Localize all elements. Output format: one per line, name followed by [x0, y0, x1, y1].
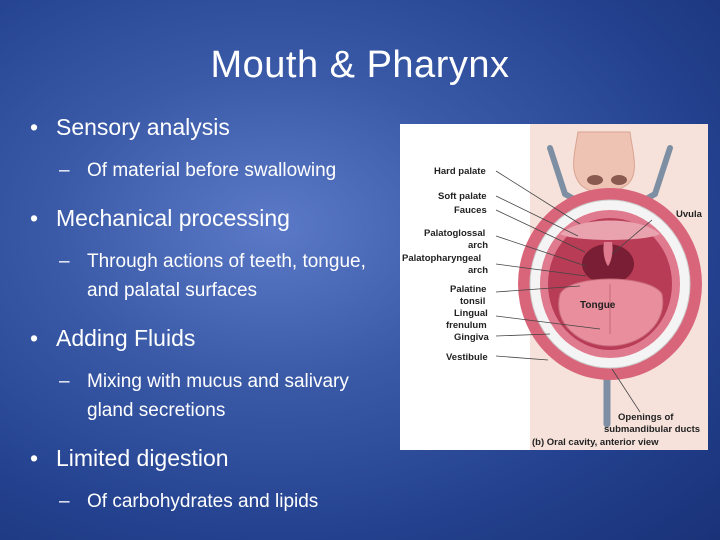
label-palatoglossal-1: Palatoglossal — [424, 228, 486, 239]
nose — [574, 132, 635, 193]
label-tongue: Tongue — [580, 300, 616, 311]
label-palatine-1: Palatine — [450, 284, 487, 295]
label-palatopharyngeal-2: arch — [468, 265, 489, 276]
oral-cavity-svg — [400, 124, 708, 450]
label-openings-1: Openings of — [618, 412, 674, 423]
bullet-list — [30, 112, 400, 534]
sub-bullet-sensory-analysis: – Of material before swallowing — [30, 156, 400, 185]
label-soft-palate: Soft palate — [438, 191, 487, 202]
label-vestibule: Vestibule — [446, 352, 488, 363]
label-palatopharyngeal-1: Palatopharyngeal — [402, 253, 482, 264]
oral-cavity-illustration — [400, 124, 708, 450]
label-palatine-2: tonsil — [460, 296, 486, 307]
slide-title: Mouth & Pharynx — [210, 44, 510, 86]
nostril-right — [611, 175, 627, 185]
bullet-adding-fluids: • Adding Fluids — [30, 323, 400, 353]
sub-bullet-limited-digestion: – Of carbohydrates and lipids — [30, 487, 400, 516]
bullet-sensory-analysis: • Sensory analysis — [30, 112, 400, 142]
label-hard-palate: Hard palate — [434, 166, 486, 177]
bullet-mechanical-processing: • Mechanical processing — [30, 203, 400, 233]
label-openings-2: submandibular ducts — [604, 424, 701, 435]
label-gingiva: Gingiva — [454, 332, 489, 343]
label-uvula: Uvula — [676, 209, 702, 220]
label-lingual-2: frenulum — [446, 320, 487, 331]
sub-bullet-adding-fluids: – Mixing with mucus and salivary gland secretions — [30, 367, 400, 425]
bullet-limited-digestion: • Limited digestion — [30, 443, 400, 473]
sub-bullet-mechanical-processing: – Through actions of teeth, tongue, and palatal surfaces — [30, 247, 400, 305]
figure-caption: (b) Oral cavity, anterior view — [532, 437, 659, 448]
label-fauces: Fauces — [454, 205, 487, 216]
label-lingual-1: Lingual — [454, 308, 488, 319]
nostril-left — [587, 175, 603, 185]
label-palatoglossal-2: arch — [468, 240, 489, 251]
